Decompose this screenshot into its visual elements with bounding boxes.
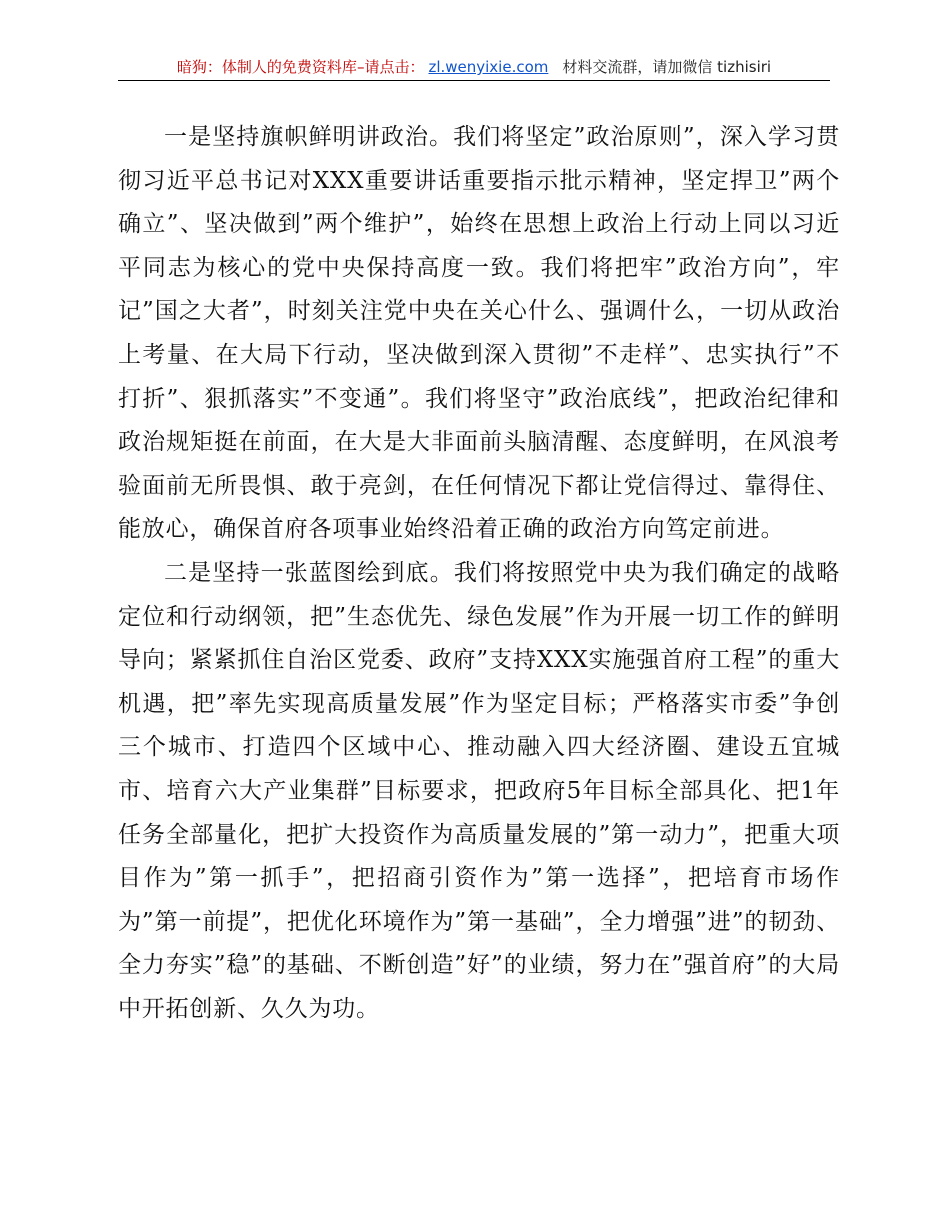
header-divider <box>118 80 830 81</box>
header-link[interactable]: zl.wenyixie.com <box>428 58 549 76</box>
header-brand: 暗狗：体制人的免费资料库 <box>176 58 357 76</box>
header-contact: 材料交流群，请加微信 tizhisiri <box>562 58 772 76</box>
header-prompt: –请点击： <box>356 58 425 76</box>
page-header <box>118 56 830 82</box>
paragraph-2: 二是坚持一张蓝图绘到底。我们将按照党中央为我们确定的战略定位和行动纲领，把”生态优先、绿色发展”作为开展一切工作的鲜明导向；紧紧抓住自治区党委、政府”支持XXX实施强首府工程”的重大机遇，把”率先实现高质量发展”作为坚定目标；严格落实市委”争创三个城市、打造四个区域中心、推动融入四大经济圈、建设五宜城市、培育六大产业集群”目标要求，把政府5年目标全部具化、把1年任务全部量化，把扩大投资作为高质量发展的”第一动力”，把重大项目作为”第一抓手”，把招商引资作为”第一选择”，把培育市场作为”第一前提”，把优化环境作为”第一基础”，全力增强”进”的韧劲、全力夯实”稳”的基础、不断创造”好”的业绩，努力在”强首府”的大局中开拓创新、久久为功。 <box>118 559 840 1022</box>
paragraph-1: 一是坚持旗帜鲜明讲政治。我们将坚定”政治原则”，深入学习贯彻习近平总书记对XXX重要讲话重要指示批示精神，坚定捍卫”两个确立”、坚决做到”两个维护”，始终在思想上政治上行动上同以习近平同志为核心的党中央保持高度一致。我们将把牢”政治方向”，牢记”国之大者”，时刻关注党中央在关心什么、强调什么，一切从政治上考量、在大局下行动，坚决做到深入贯彻”不走样”、忠实执行”不打折”、狠抓落实”不变通”。我们将坚守”政治底线”，把政治纪律和政治规矩挺在前面，在大是大非面前头脑清醒、态度鲜明，在风浪考验面前无所畏惧、敢于亮剑，在任何情况下都让党信得过、靠得住、能放心，确保首府各项事业始终沿着正确的政治方向笃定前进。 <box>118 124 840 543</box>
document-body <box>118 116 840 1031</box>
